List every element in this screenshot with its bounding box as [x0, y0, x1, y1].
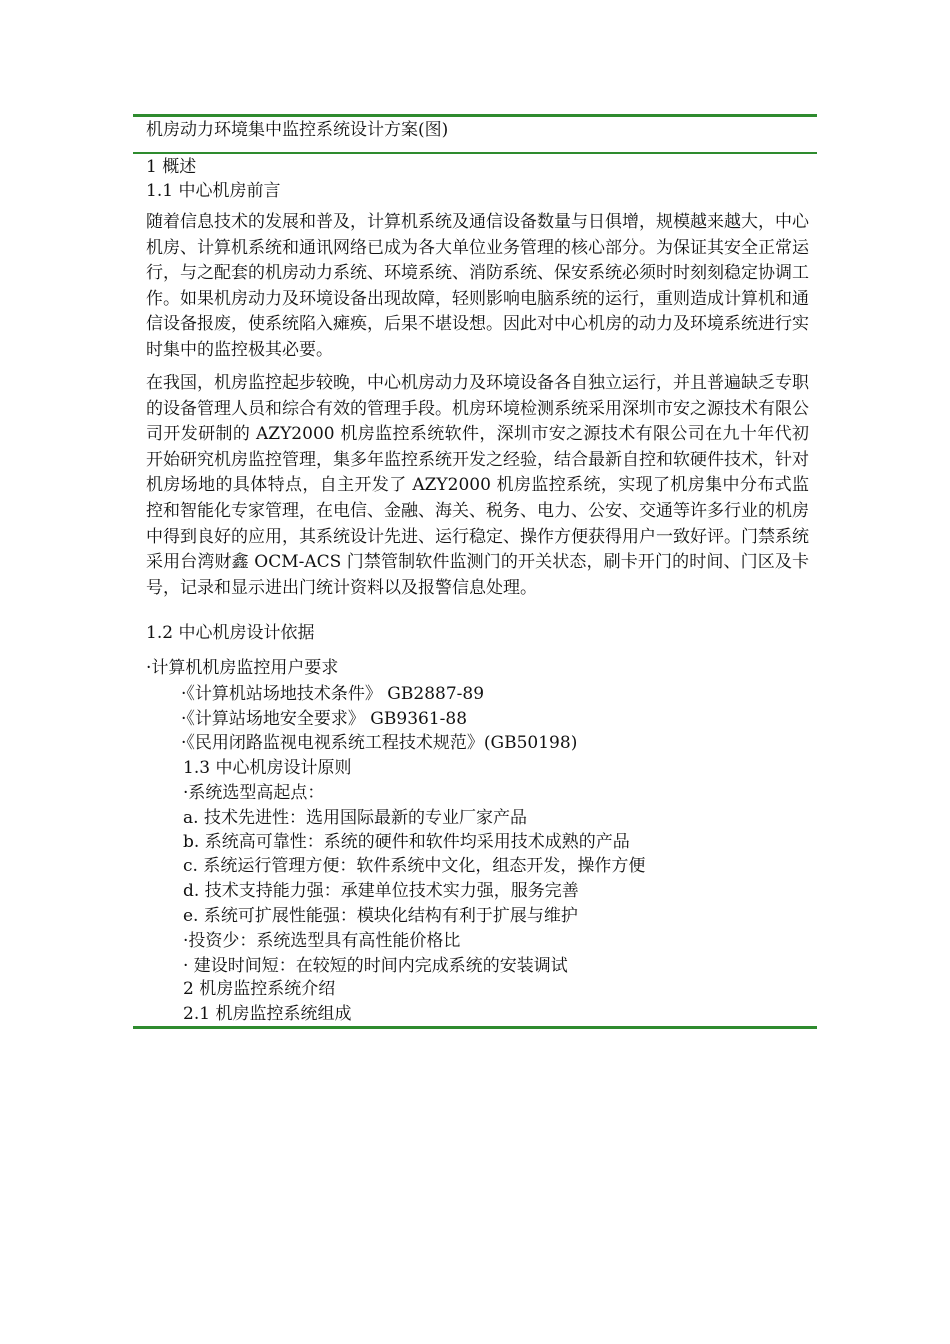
principle-e: e. 系统可扩展性能强：模块化结构有利于扩展与维护 — [183, 906, 578, 926]
section-heading-1: 1 概述 — [146, 157, 197, 177]
section-heading-2: 2 机房监控系统介绍 — [183, 979, 336, 999]
section-heading-1-2: 1.2 中心机房设计依据 — [146, 623, 315, 643]
investment-item: ·投资少：系统选型具有高性能价格比 — [183, 931, 461, 951]
requirement-item: ·计算机机房监控用户要求 — [146, 658, 339, 678]
paragraph-background: 在我国，机房监控起步较晚，中心机房动力及环境设备各自独立运行，并且普遍缺乏专职的设备管理人员和综合有效的管理手段。机房环境检测系统采用深圳市安之源技术有限公司开发研制的 AZY2000 机房监控系统软件，深圳市安之源技术有限公司在九十年代初开始研究机房监控管理，集多年监控系统开发之经验，结合最新自控和软硬件技术，针对机房场地的具体特点，自主开发了 AZY2000 机房监控系统，实现了机房集中分布式监控和智能化专家管理，在电信、金融、海关、税务、电力、公安、交通等许多行业的机房中得到良好的应用，其系统设计先进、运行稳定、操作方便获得用户一致好评。门禁系统采用台湾财鑫 OCM-ACS 门禁管制软件监测门的开关状态，刷卡开门的时间、门区及卡号，记录和显示进出门统计资料以及报警信息处理。 — [146, 373, 809, 598]
section-heading-2-1: 2.1 机房监控系统组成 — [183, 1004, 352, 1024]
paragraph-intro: 随着信息技术的发展和普及，计算机系统及通信设备数量与日俱增，规模越来越大，中心机房、计算机系统和通讯网络已成为各大单位业务管理的核心部分。为保证其安全正常运行，与之配套的机房动力系统、环境系统、消防系统、保安系统必须时时刻刻稳定协调工作。如果机房动力及环境设备出现故障，轻则影响电脑系统的运行，重则造成计算机和通信设备报废，使系统陷入瘫痪，后果不堪设想。因此对中心机房的动力及环境系统进行实时集中的监控极其必要。 — [146, 212, 809, 360]
principle-d: d. 技术支持能力强：承建单位技术实力强，服务完善 — [183, 881, 579, 901]
section-heading-1-1: 1.1 中心机房前言 — [146, 181, 281, 201]
principle-c: c. 系统运行管理方便：软件系统中文化，组态开发，操作方便 — [183, 856, 646, 876]
title-rule — [133, 152, 817, 154]
top-rule — [133, 114, 817, 117]
bottom-rule — [133, 1026, 817, 1029]
section-heading-1-3: 1.3 中心机房设计原则 — [183, 758, 352, 778]
standard-item-2: ·《计算站场地安全要求》 GB9361-88 — [181, 709, 468, 729]
document-title: 机房动力环境集中监控系统设计方案(图) — [146, 120, 449, 140]
principle-a: a. 技术先进性：选用国际最新的专业厂家产品 — [183, 808, 527, 828]
standard-item-1: ·《计算机站场地技术条件》 GB2887-89 — [181, 684, 485, 704]
standard-item-3: ·《民用闭路监视电视系统工程技术规范》(GB50198) — [181, 733, 578, 753]
build-time-item: · 建设时间短：在较短的时间内完成系统的安装调试 — [183, 956, 568, 976]
principle-heading: ·系统选型高起点： — [183, 783, 325, 803]
principle-b: b. 系统高可靠性：系统的硬件和软件均采用技术成熟的产品 — [183, 832, 630, 852]
